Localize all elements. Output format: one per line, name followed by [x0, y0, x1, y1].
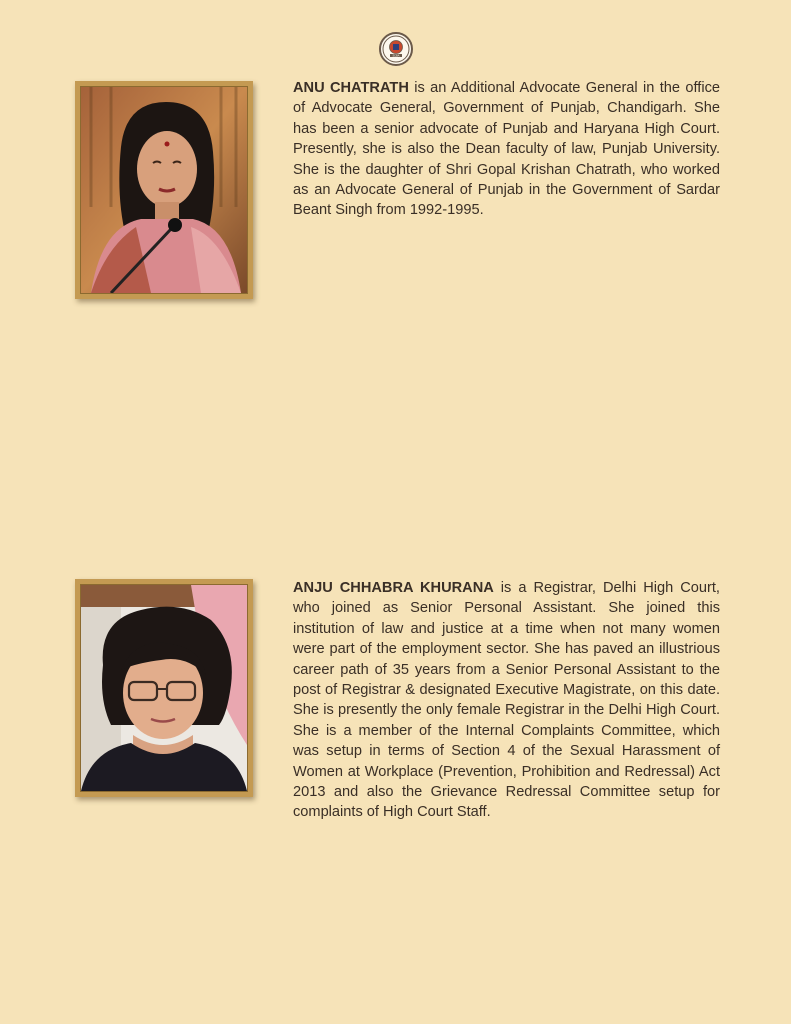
profile-bio-text: is an Additional Advocate General in the office of Advocate General, Government of Punjab, Chandigarh. She has been a senior advocate of Punjab and Haryana High Court. Presently, she is also the Dean faculty of law, Punjab University. She is the daughter of Shri Gopal Krishan Chatrath, who worked as an Advocate General of Punjab in the Government of Sardar Beant Singh from 1992-1995.: [293, 80, 720, 219]
profile-bio: [293, 578, 720, 823]
profile-photo-frame: [75, 579, 253, 797]
logo-text: SCBA: [392, 54, 400, 58]
institution-seal-icon: [379, 32, 413, 66]
portrait-photo: [80, 584, 248, 792]
portrait-photo: [80, 86, 248, 294]
profile-name: ANU CHATRATH: [293, 80, 409, 96]
profile-photo-frame: [75, 81, 253, 299]
profile-name: ANJU CHHABRA KHURANA: [293, 580, 494, 596]
profile-bio-text: is a Registrar, Delhi High Court, who joined as Senior Personal Assistant. She joined this institution of law and justice at a time when not many women were part of the employment sector. She has paved an illustrious career path of 35 years from a Senior Personal Assistant to the post of Registrar & designated Executive Magistrate, on this date. She is presently the only female Registrar in the Delhi High Court. She is a member of the Internal Complaints Committee, which was setup in terms of Section 4 of the Sexual Harassment of Women at Workplace (Prevention, Prohibition and Redressal) Act 2013 and also the Grievance Redressal Committee setup for complaints of High Court Staff.: [293, 580, 720, 821]
profile-bio: [293, 78, 720, 221]
